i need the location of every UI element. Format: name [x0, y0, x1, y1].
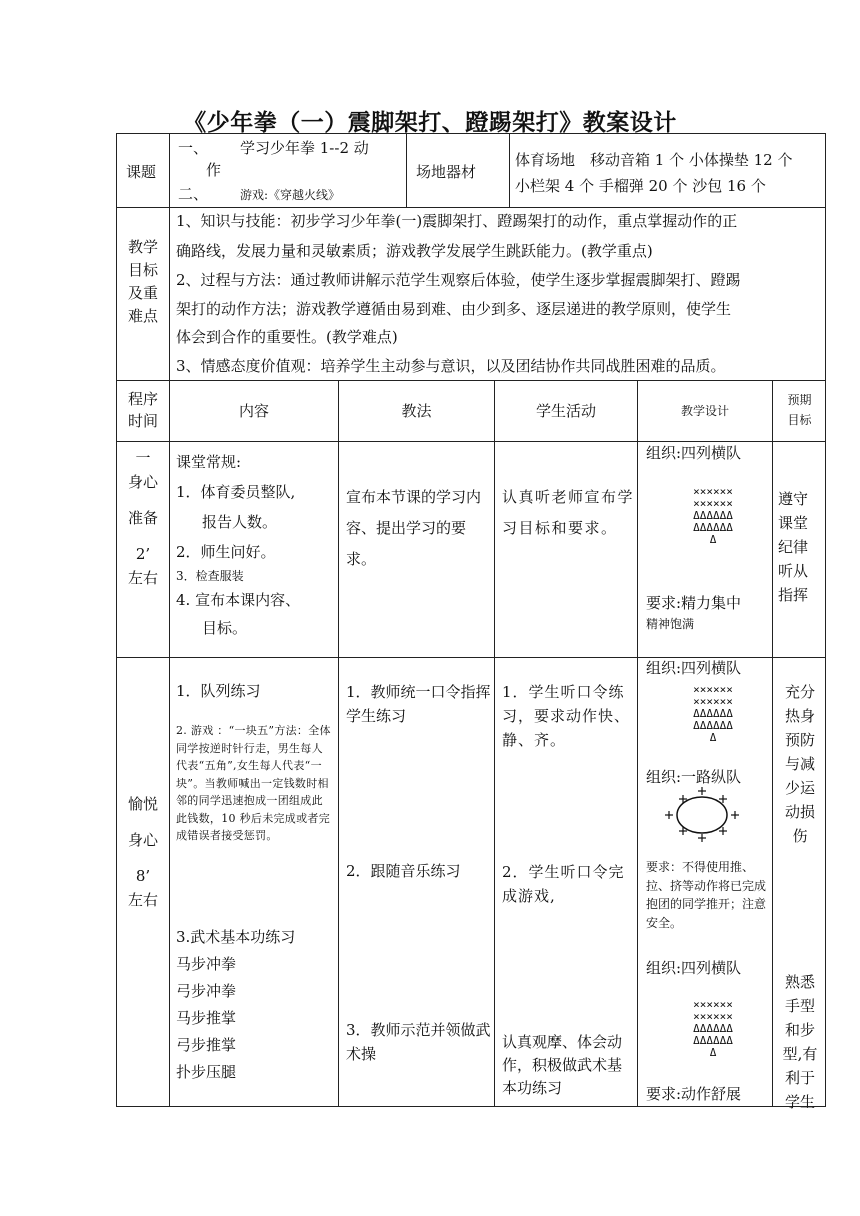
section2-move: 马步冲拳 — [176, 955, 237, 973]
col-content: 内容 — [238, 402, 269, 420]
col-procedure: 程序 时间 — [127, 390, 158, 430]
venue-line2: 小栏架 4 个 手榴弹 20 个 沙包 16 个 — [515, 177, 766, 195]
section1-stage: 一 身心 准备 2’ 左右 — [127, 449, 158, 587]
section1-item: 3．检查服装 — [176, 569, 244, 583]
section1-design-org: 组织:四列横队 — [646, 444, 742, 462]
topic-label: 课题 — [126, 163, 157, 181]
section1-design-req2: 精神饱满 — [646, 617, 695, 631]
objective-line: 2、过程与方法：通过教师讲解示范学生观察后体验，使学生逐步掌握震脚架打、蹬踢 — [176, 271, 741, 289]
objective-line: 确路线，发展力量和灵敏素质；游戏教学发展学生跳跃能力。(教学重点) — [176, 242, 653, 260]
section2-stage: 愉悦 身心 8’ 左右 — [127, 795, 158, 909]
section2-method1: 1．教师统一口令指挥学生练习 — [346, 683, 491, 725]
topic-line2-num: 二、 — [178, 185, 209, 203]
col-method: 教法 — [401, 402, 432, 420]
col-design: 教学设计 — [680, 404, 729, 418]
section2-design-org3: 组织:四列横队 — [646, 959, 742, 977]
col-goal: 预期 目标 — [787, 393, 812, 427]
section1-content-title: 课堂常规: — [176, 453, 242, 471]
section2-move: 马步推掌 — [176, 1009, 237, 1027]
section2-design-req3: 要求:动作舒展 — [646, 1085, 742, 1103]
objective-line: 1、知识与技能：初步学习少年拳(一)震脚架打、蹬踢架打的动作，重点掌握动作的正 — [176, 212, 738, 230]
col-activity: 学生活动 — [535, 402, 596, 420]
section1-method: 宣布本节课的学习内容、提出学习的要求。 — [346, 488, 482, 568]
topic-line2-text: 游戏:《穿越火线》 — [240, 188, 341, 202]
section2-formation1: ×××××× ×××××× ΔΔΔΔΔΔ ΔΔΔΔΔΔ Δ — [693, 683, 733, 744]
section2-method2: 2．跟随音乐练习 — [346, 862, 461, 880]
section2-design-org2: 组织:一路纵队 — [646, 768, 742, 786]
section1-item: 1．体育委员整队, — [176, 483, 296, 501]
section2-item3: 3.武术基本功练习 — [176, 928, 296, 946]
venue-line1: 体育场地 移动音箱 1 个 小体操垫 12 个 — [515, 151, 793, 169]
section2-move: 弓步推掌 — [176, 1036, 237, 1054]
section1-item: 报告人数。 — [202, 513, 278, 531]
section1-item: 目标。 — [202, 619, 248, 637]
section2-game-text: 2. 游戏 ：“一块五”方法：全体同学按逆时针行走，男生每人代表“五角”,女生每人代表“一块”。当教师喊出一定钱数时相邻的同学迅速抱成一团组成此此钱数，10 秒后未完成或者完成错误者接受惩罚。 — [176, 724, 331, 842]
objective-line: 架打的动作方法；游戏教学遵循由易到难、由少到多、逐层递进的教学原则，使学生 — [176, 300, 732, 318]
section1-formation: ×××××× ×××××× ΔΔΔΔΔΔ ΔΔΔΔΔΔ Δ — [693, 485, 733, 546]
objective-line: 体会到合作的重要性。(教学难点) — [176, 328, 398, 346]
section2-move: 弓步冲拳 — [176, 982, 237, 1000]
circle-formation-diagram — [664, 787, 740, 843]
section1-item: 4. 宣布本课内容、 — [176, 591, 301, 609]
topic-line1-text: 学习少年拳 1--2 动 — [240, 139, 369, 157]
section2-item1: 1．队列练习 — [176, 682, 261, 700]
section2-goal2: 熟悉手型和步型,有利于学生 — [782, 973, 818, 1111]
section2-move: 扑步压腿 — [176, 1063, 237, 1081]
section1-design-req: 要求:精力集中 — [646, 594, 742, 612]
section1-goal: 遵守课堂纪律听从指挥 — [777, 490, 808, 604]
topic-line1-num: 一、 — [178, 139, 209, 157]
section2-activity1: 1．学生听口令练习，要求动作快、静、齐。 — [502, 683, 631, 749]
section2-method3: 3．教师示范并领做武术操 — [346, 1021, 491, 1063]
section1-item: 2．师生问好。 — [176, 543, 276, 561]
section2-activity3: 认真观摩、体会动作，积极做武术基本功练习 — [502, 1033, 623, 1097]
section2-activity2: 2．学生听口令完成游戏, — [502, 863, 625, 905]
section2-formation3: ×××××× ×××××× ΔΔΔΔΔΔ ΔΔΔΔΔΔ Δ — [693, 998, 733, 1059]
venue-label: 场地器材 — [416, 163, 477, 181]
objective-line: 3、情感态度价值观：培养学生主动参与意识，以及团结协作共同战胜困难的品质。 — [176, 357, 726, 375]
section2-goal1: 充分热身预防与减少运动损伤 — [784, 683, 815, 845]
section2-design-org1: 组织:四列横队 — [646, 659, 742, 677]
section2-design-req: 要求：不得使用推、拉、挤等动作将已完成抱团的同学推开；注意安全。 — [646, 860, 767, 930]
objectives-label: 教学 目标 及重 难点 — [127, 238, 158, 325]
document-title: 《少年拳（一）震脚架打、蹬踢架打》教案设计 — [183, 110, 677, 136]
section1-activity: 认真听老师宣布学习目标和要求。 — [502, 488, 635, 537]
topic-line1-cont: 作 — [206, 161, 222, 179]
